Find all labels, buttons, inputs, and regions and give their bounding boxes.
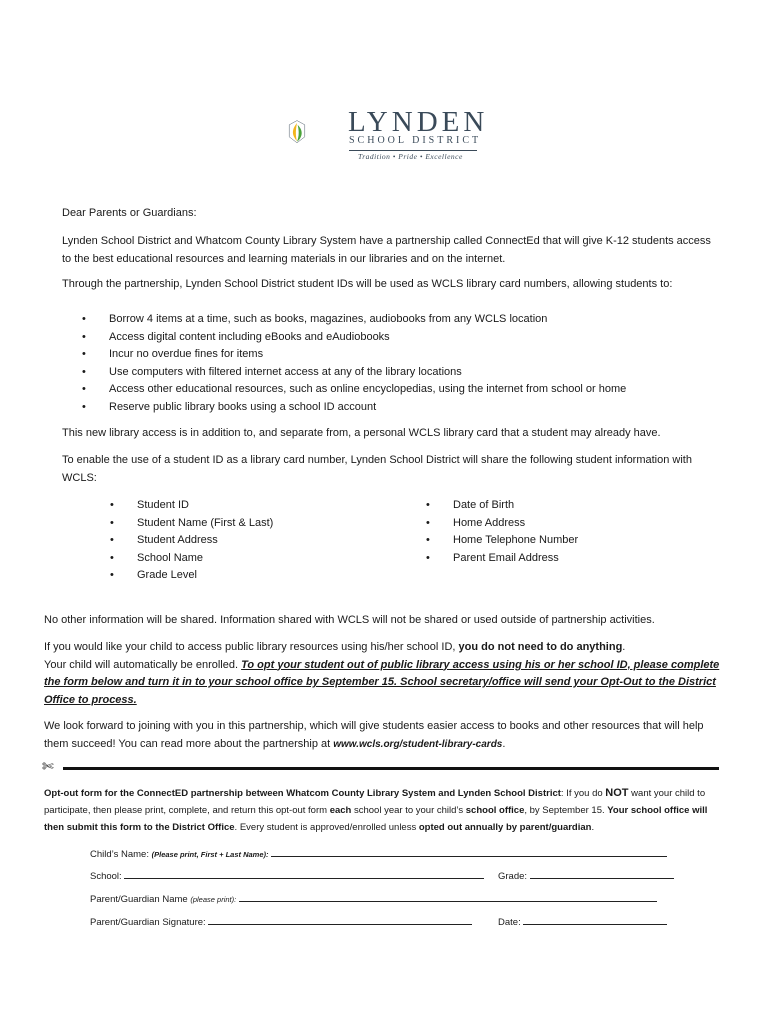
list-item: • Student ID: [110, 497, 400, 515]
school-input-line[interactable]: [124, 868, 484, 879]
list-item: • Borrow 4 items at a time, such as books, magazines, audiobooks from any WCLS location: [82, 311, 722, 329]
list-item: • Reserve public library books using a school ID account: [82, 399, 722, 417]
opted-out-emphasis: opted out annually by parent/guardian: [418, 822, 592, 833]
auto-enrolled-text: Your child will automatically be enrolled.: [44, 658, 242, 671]
list-item: • Home Telephone Number: [426, 532, 716, 550]
child-name-label: Child’s Name:: [90, 849, 152, 860]
date-input-line[interactable]: [523, 914, 667, 925]
flame-leaf-shield-icon: [288, 92, 348, 172]
through-paragraph: Through the partnership, Lynden School District student IDs will be used as WCLS library card numbers, allowing students to:: [62, 278, 673, 290]
list-item: • Grade Level: [110, 567, 400, 585]
office-submit-emphasis: Your school office will then submit this form to the District Office: [44, 805, 708, 833]
child-name-hint: (Please print, First + Last Name):: [151, 850, 269, 859]
list-item: • Parent Email Address: [426, 550, 716, 568]
signature-field[interactable]: [90, 914, 472, 930]
parent-name-hint: (please print):: [190, 895, 237, 904]
wcls-link[interactable]: www.wcls.org/student-library-cards: [333, 738, 503, 750]
date-field[interactable]: [498, 914, 667, 930]
closing-text: We look forward to joining with you in this partnership, which will give students easier access to books and other resources that will help them succeed! You can read more about the partnership at: [44, 720, 704, 750]
cut-line-divider: [63, 767, 719, 770]
logo-tagline: Tradition • Pride • Excellence: [358, 152, 463, 161]
school-field[interactable]: [90, 868, 484, 884]
child-name-input-line[interactable]: [271, 846, 667, 857]
opt-out-text-5: . Every student is approved/enrolled unless: [234, 822, 419, 833]
list-item: • Use computers with filtered internet access at any of the library locations: [82, 364, 722, 382]
list-item: • Access digital content including eBooks and eAudiobooks: [82, 329, 722, 347]
closing-period: .: [502, 737, 506, 750]
opt-out-text-6: .: [591, 822, 595, 833]
not-emphasis: NOT: [605, 787, 629, 799]
parent-name-label: Parent/Guardian Name: [90, 894, 191, 905]
signature-input-line[interactable]: [208, 914, 472, 925]
grade-label: Grade:: [498, 871, 530, 882]
separate-paragraph: This new library access is in addition to, and separate from, a personal WCLS library card that a student may already have.: [62, 427, 661, 439]
list-item: • Date of Birth: [426, 497, 716, 515]
school-label: School:: [90, 871, 125, 882]
opt-out-instructions: To opt your student out of public library access using his or her school ID, please complete the form below and turn it in to your school office by September 15. School secretary/office will send your Opt-Out to the District Office to process.: [44, 658, 720, 706]
logo-divider: [349, 150, 477, 151]
shared-info-list-right: [426, 497, 716, 567]
opt-out-text-1: : If you do: [560, 788, 606, 799]
salutation: Dear Parents or Guardians:: [62, 207, 197, 219]
opt-out-text-4: , by September 15.: [524, 805, 608, 816]
parent-name-field[interactable]: [90, 891, 657, 907]
closing-paragraph: [44, 718, 730, 753]
grade-input-line[interactable]: [530, 868, 674, 879]
child-name-field[interactable]: [90, 846, 667, 862]
shared-info-list-left: [110, 497, 400, 585]
logo-title: LYNDEN: [348, 106, 489, 138]
list-item: • School Name: [110, 550, 400, 568]
school-office-emphasis: school office: [465, 805, 525, 816]
opt-out-paragraph: [44, 785, 730, 836]
signature-label: Parent/Guardian Signature:: [90, 917, 209, 928]
intro-paragraph: Lynden School District and Whatcom County Library System have a partnership called ConnectEd that will give K-12 students access to the best educational resources and learning materials in our libraries and on the internet.: [62, 235, 711, 265]
date-label: Date:: [498, 917, 524, 928]
no-other-paragraph: No other information will be shared. Information shared with WCLS will not be shared or used outside of partnership activities.: [44, 614, 655, 626]
opt-out-lead: Opt-out form for the ConnectED partnership between Whatcom County Library System and Lynden School District: [44, 788, 561, 799]
list-item: • Incur no overdue fines for items: [82, 346, 722, 364]
grade-field[interactable]: [498, 868, 674, 884]
opt-out-text-2: want your child to participate, then please print, complete, and return this opt-out form: [44, 788, 706, 816]
list-item: • Home Address: [426, 515, 716, 533]
logo-subtitle: SCHOOL DISTRICT: [349, 135, 482, 146]
list-item: • Student Name (First & Last): [110, 515, 400, 533]
opt-in-paragraph: [44, 639, 728, 709]
opt-in-text: If you would like your child to access public library resources using his/her school ID,: [44, 641, 459, 653]
list-item: • Student Address: [110, 532, 400, 550]
share-intro-paragraph: To enable the use of a student ID as a library card number, Lynden School District will share the following student information with WCLS:: [62, 454, 692, 484]
list-item: • Access other educational resources, such as online encyclopedias, using the internet from school or home: [82, 381, 722, 399]
opt-in-period: .: [622, 641, 626, 653]
each-emphasis: each: [329, 805, 352, 816]
parent-name-input-line[interactable]: [239, 891, 657, 902]
benefits-list: [82, 311, 722, 416]
no-action-emphasis: you do not need to do anything: [458, 641, 623, 653]
scissors-icon: ✄: [42, 758, 54, 774]
opt-out-text-3: school year to your child’s: [351, 805, 466, 816]
